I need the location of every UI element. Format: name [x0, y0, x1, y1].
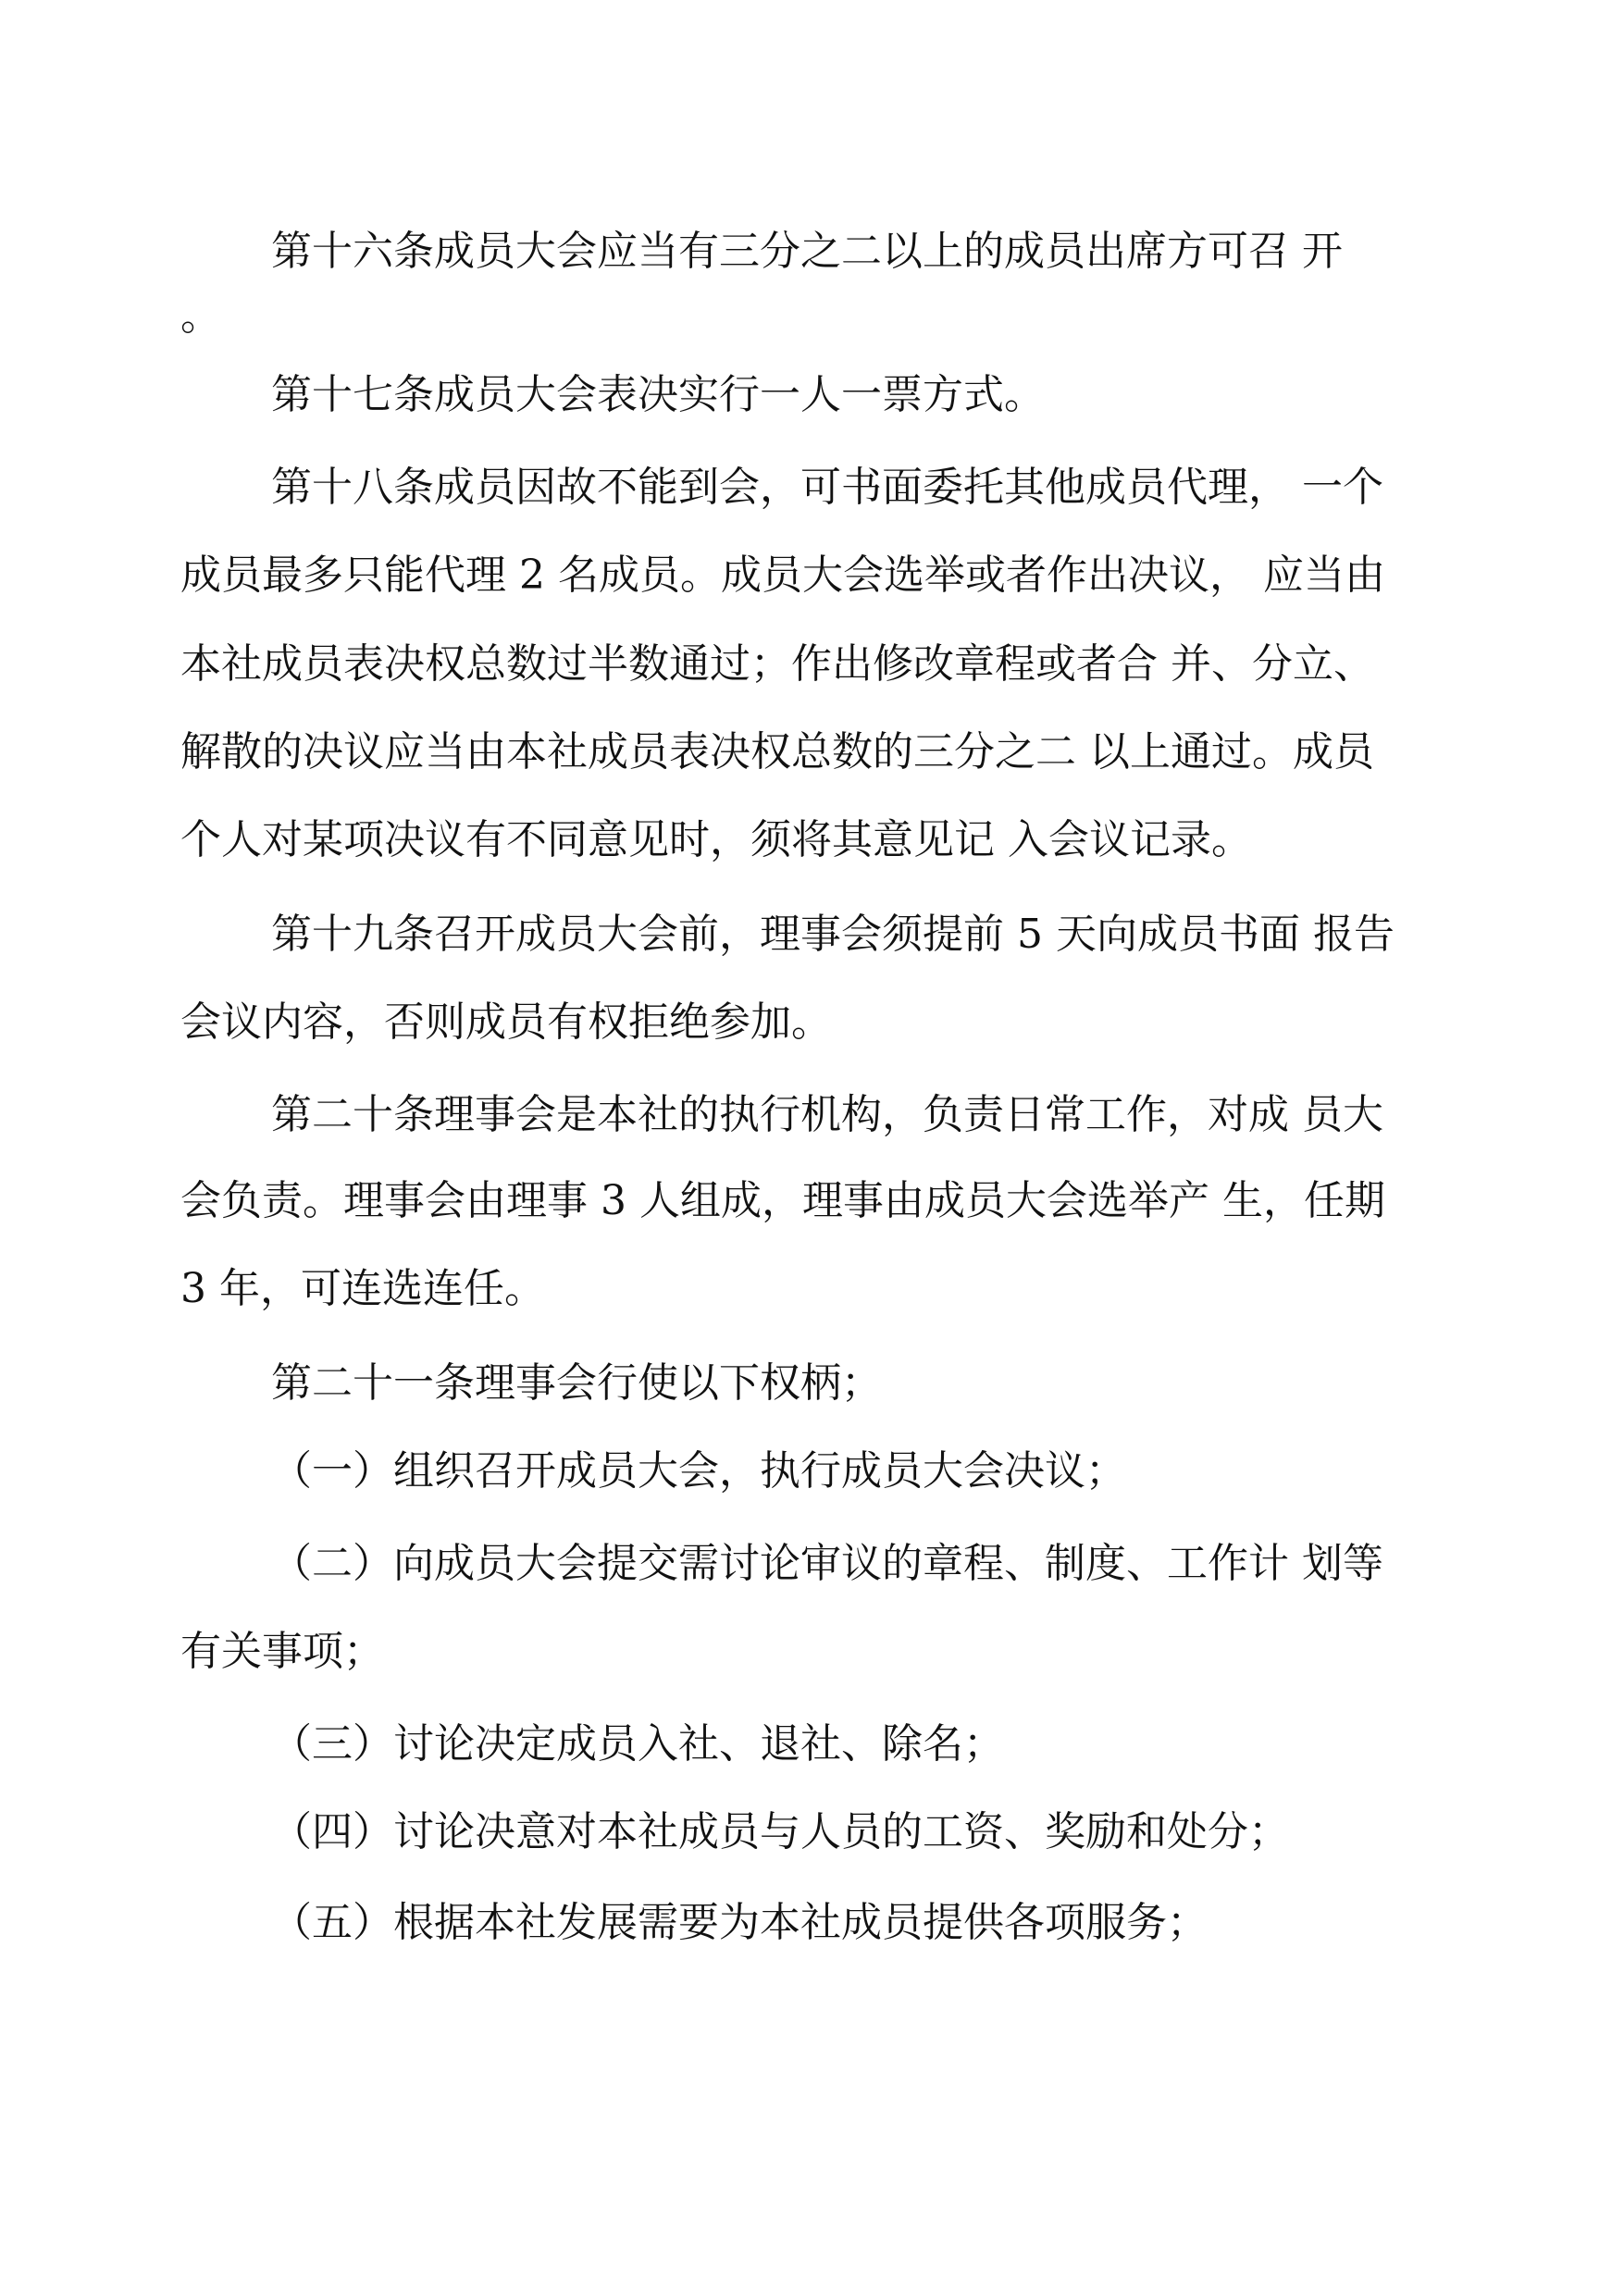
list-item: （三）讨论决定成员入社、退社、除名；	[271, 1720, 1004, 1768]
paragraph-line: 有关事项；	[180, 1628, 384, 1675]
paragraph-line: 第二十一条理事会行使以下权柄；	[271, 1359, 882, 1407]
paragraph-line: 成员最多只能代理 2 名成员。成员大会选举或者作出决议， 应当由	[180, 552, 1385, 599]
list-item: （一）组织召开成员大会，执行成员大会决议；	[271, 1447, 1126, 1495]
paragraph-line: 解散的决议应当由本社成员表决权总数的三分之二 以上通过。成员	[180, 728, 1374, 775]
paragraph-line: 第十八条成员因故不能到会，可书面委托其他成员代理， 一个	[271, 464, 1383, 511]
paragraph-line: 第十九条召开成员大会前，理事会须提前 5 天向成员书面 报告	[271, 911, 1395, 958]
list-item: （二）向成员大会提交需讨论审议的章程、制度、工作计 划等	[271, 1540, 1383, 1587]
paragraph-line: 会议内容，否则成员有权拒绝参加。	[180, 999, 832, 1046]
paragraph-line: 个人对某项决议有不同意见时，须将其意见记 入会议记录。	[180, 816, 1252, 863]
list-item: （四）讨论决意对本社成员与人员的工资、奖励和处分；	[271, 1808, 1289, 1855]
paragraph-line: 。	[180, 292, 221, 340]
paragraph-line: 第十七条成员大会表决实行一人一票方式。	[271, 371, 1045, 418]
paragraph-line: 会负责。理事会由理事 3 人组成，理事由成员大会选举产 生，任期	[180, 1177, 1385, 1224]
paragraph-line: 第二十条理事会是本社的执行机构，负责日常工作，对成 员大	[271, 1091, 1383, 1138]
list-item: （五）根据本社发展需要为本社成员提供各项服务；	[271, 1899, 1208, 1946]
paragraph-line: 本社成员表决权总数过半数通过；作出修改章程或者合 并、分立、	[180, 640, 1374, 688]
paragraph-line: 第十六条成员大会应当有三分之二以上的成员出席方可召 开	[271, 228, 1343, 275]
paragraph-line: 3 年，可连选连任。	[180, 1265, 545, 1312]
